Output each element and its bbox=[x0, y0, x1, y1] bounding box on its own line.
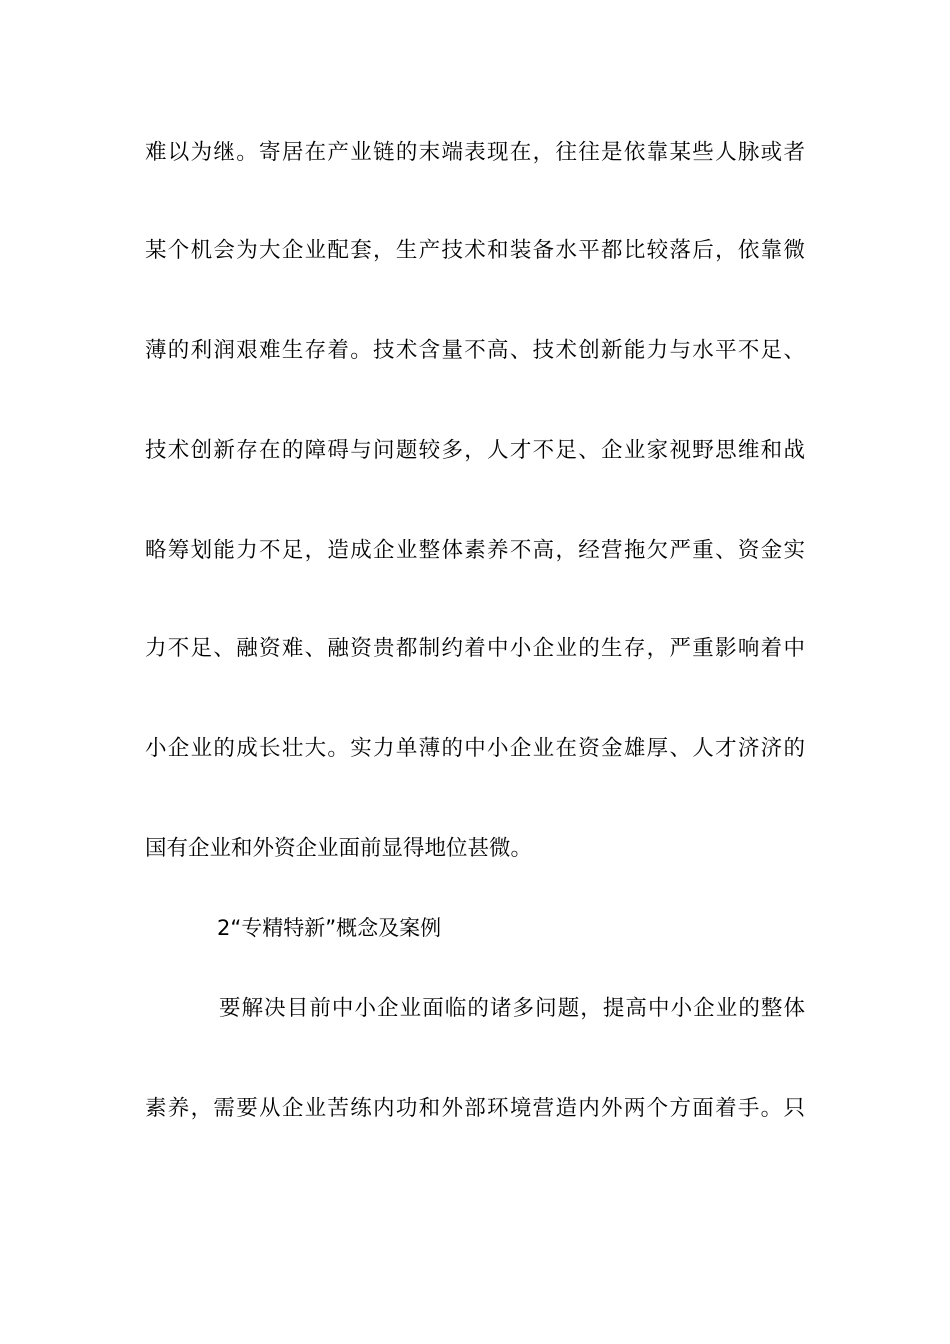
paragraph-line: 要解决目前中小企业面临的诸多问题，提高中小企业的整体 bbox=[219, 996, 805, 1021]
paragraph-line: 技术创新存在的障碍与问题较多，人才不足、企业家视野思维和战 bbox=[145, 438, 805, 463]
section-heading: 2“专精特新”概念及案例 bbox=[217, 916, 442, 940]
paragraph-line: 薄的利润艰难生存着。技术含量不高、技术创新能力与水平不足、 bbox=[145, 338, 805, 363]
paragraph-line: 难以为继。寄居在产业链的末端表现在，往往是依靠某些人脉或者 bbox=[145, 140, 805, 165]
paragraph-line: 某个机会为大企业配套，生产技术和装备水平都比较落后，依靠微 bbox=[145, 238, 805, 263]
paragraph-line: 力不足、融资难、融资贵都制约着中小企业的生存，严重影响着中 bbox=[145, 636, 805, 661]
paragraph-line: 小企业的成长壮大。实力单薄的中小企业在资金雄厚、人才济济的 bbox=[145, 736, 805, 761]
paragraph-line: 国有企业和外资企业面前显得地位甚微。 bbox=[145, 836, 533, 861]
paragraph-line: 略筹划能力不足，造成企业整体素养不高，经营拖欠严重、资金实 bbox=[145, 538, 805, 563]
paragraph-line: 素养，需要从企业苦练内功和外部环境营造内外两个方面着手。只 bbox=[145, 1096, 805, 1121]
